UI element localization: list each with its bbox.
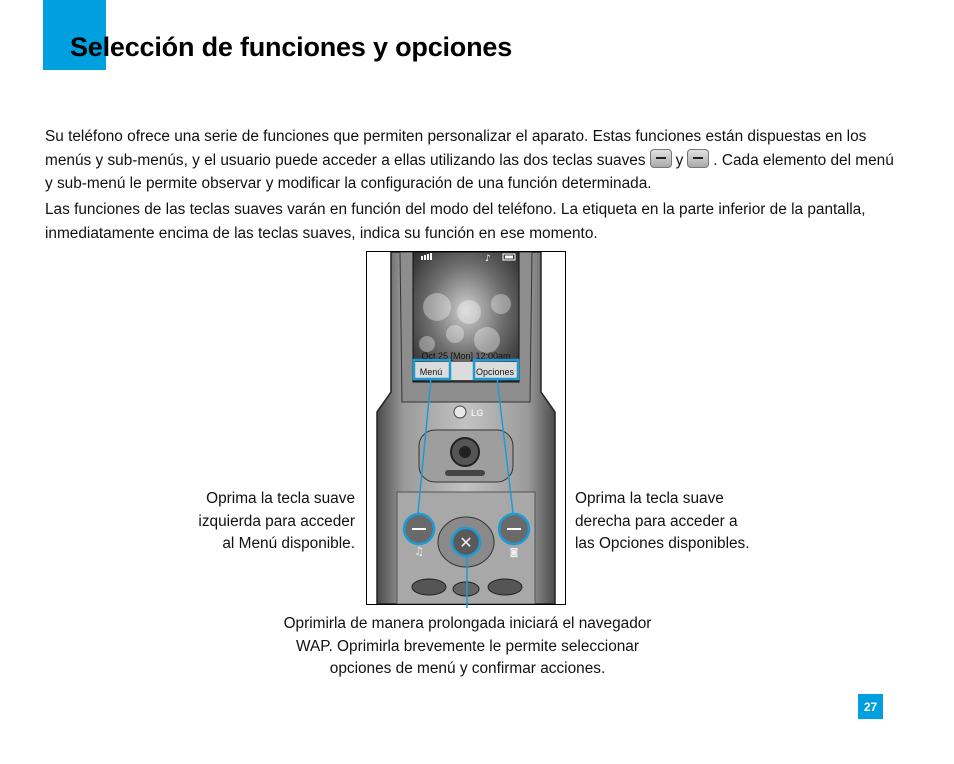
intro-text-start: Su teléfono ofrece una serie de funciones que permiten personalizar el aparato. Estas funciones están dispuestas en los menús y sub-menús, y el usuario puede acceder a ellas utilizando las dos teclas suaves — [45, 128, 867, 169]
phone-illustration — [366, 251, 566, 605]
ok-key-callout — [240, 613, 695, 681]
callout-line: Oprima la tecla suave — [575, 490, 724, 507]
softkey-left-label: Menú — [419, 367, 443, 377]
callout-line: Oprimirla de manera prolongada iniciará el navegador — [283, 615, 652, 632]
end-key — [488, 579, 522, 595]
page-title: Selección de funciones y opciones — [70, 32, 513, 62]
callout-line: al Menú disponible. — [222, 535, 355, 552]
clear-key — [453, 582, 479, 596]
send-key — [412, 579, 446, 595]
callout-line: Oprima la tecla suave — [206, 490, 355, 507]
svg-text:LG: LG — [471, 408, 484, 418]
callout-line: izquierda para acceder — [198, 512, 355, 530]
intro-text-and: y — [675, 151, 684, 169]
callout-line: las Opciones disponibles. — [575, 535, 750, 552]
callout-line: opciones de menú y confirmar acciones. — [329, 660, 606, 677]
music-note-icon: ♪ — [485, 254, 491, 264]
music-key-icon: ♫ — [414, 545, 424, 558]
camera-key-icon: ◙ — [509, 548, 519, 558]
left-softkey-callout — [150, 488, 355, 556]
right-softkey-icon — [687, 149, 709, 168]
softkey-function-paragraph: Las funciones de las teclas suaves varán en función del modo del teléfono. La etiqueta en la parte inferior de la pantalla, inmediatamente encima de las teclas suaves, indica su función en ese momento. — [45, 201, 866, 242]
screen-datetime: Oct 25 [Mon] 12:00am — [421, 351, 511, 361]
left-softkey-icon — [650, 149, 672, 168]
callout-line: derecha para acceder a — [575, 512, 738, 530]
callout-line: WAP. Oprimirla brevemente le permite seleccionar — [296, 637, 639, 655]
intro-text-end: . Cada elemento del menú y sub-menú le permite observar y modificar la configuración de una función determinada. — [45, 151, 894, 192]
softkey-right-label: Opciones — [475, 367, 515, 377]
ok-key-x-icon: ✕ — [459, 533, 473, 552]
page-number-badge: 27 — [858, 694, 883, 719]
right-softkey-callout — [575, 488, 805, 556]
intro-paragraph — [45, 125, 895, 196]
